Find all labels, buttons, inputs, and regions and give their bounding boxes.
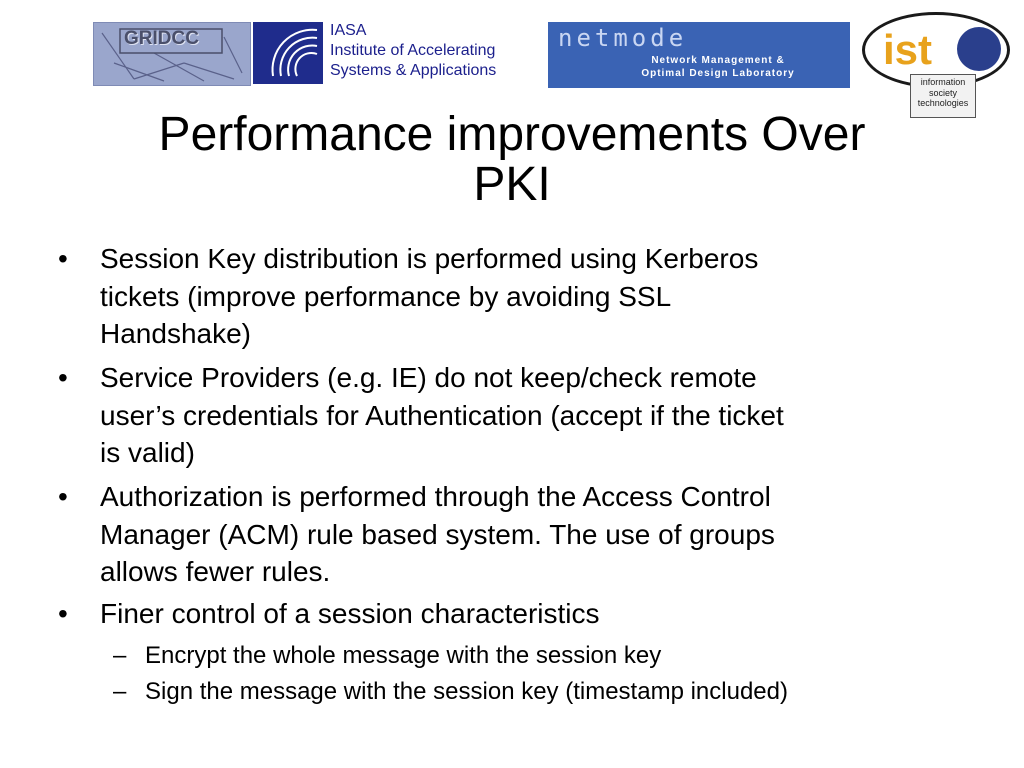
- ist-wordmark: ist: [883, 26, 933, 73]
- bullet-line: Authorization is performed through the Access Control: [100, 481, 771, 512]
- slide-title-line-2: PKI: [473, 158, 551, 211]
- netmode-subtitle: [588, 54, 848, 80]
- netmode-logo: [548, 22, 850, 88]
- sub-bullet-item: [113, 641, 973, 671]
- sub-bullet-item: [113, 677, 973, 707]
- bullet-line: Session Key distribution is performed using Kerberos: [100, 243, 759, 274]
- bullet-item: [58, 595, 958, 633]
- bullet-dot: •: [58, 243, 68, 274]
- sub-bullet-dash: –: [113, 642, 127, 669]
- ist-logo: [860, 8, 1010, 120]
- slide-title: [40, 110, 984, 210]
- sub-bullet-text: Encrypt the whole message with the session key: [145, 642, 662, 669]
- sub-bullet-dash: –: [113, 678, 127, 705]
- iasa-line-3: Systems & Applications: [330, 62, 497, 79]
- iasa-arc-graphic: [253, 22, 323, 84]
- gridcc-logo: [93, 22, 251, 86]
- bullet-item: [58, 478, 958, 591]
- bullet-line: tickets (improve performance by avoiding SSL: [100, 280, 672, 312]
- ist-tag-line-2: society: [928, 87, 957, 98]
- bullet-line: allows fewer rules.: [100, 556, 331, 587]
- bullet-dot: •: [58, 481, 68, 512]
- iasa-logo-text: [330, 21, 496, 81]
- bullet-item: [58, 359, 958, 472]
- ist-tag-line-1: information: [920, 77, 966, 87]
- bullet-line: Handshake): [100, 318, 251, 349]
- globe-icon: [957, 27, 1001, 71]
- ist-tag-line-3: technologies: [917, 98, 969, 108]
- bullet-line: Service Providers (e.g. IE) do not keep/check remote: [100, 362, 757, 393]
- slide-title-line-1: Performance improvements Over: [158, 108, 866, 161]
- bullet-item: [58, 240, 958, 353]
- bullet-dot: •: [58, 598, 68, 629]
- netmode-sub-line-1: Network Management &: [651, 55, 785, 66]
- gridcc-wordmark: GRIDCC: [124, 28, 199, 49]
- bullet-line: Finer control of a session characteristics: [100, 598, 600, 629]
- bullet-dot: •: [58, 362, 68, 393]
- bullet-line: Manager (ACM) rule based system. The use of groups: [100, 518, 775, 550]
- bullet-line: user’s credentials for Authentication (accept if the ticket: [100, 399, 784, 431]
- iasa-logo-mark: [253, 22, 323, 84]
- iasa-line-2: Institute of Accelerating: [330, 42, 496, 59]
- netmode-wordmark: netmode: [558, 24, 688, 52]
- bullet-line: is valid): [100, 437, 195, 468]
- sub-bullet-text: Sign the message with the session key (timestamp included): [145, 678, 788, 705]
- iasa-line-1: IASA: [330, 22, 367, 39]
- netmode-sub-line-2: Optimal Design Laboratory: [641, 68, 795, 79]
